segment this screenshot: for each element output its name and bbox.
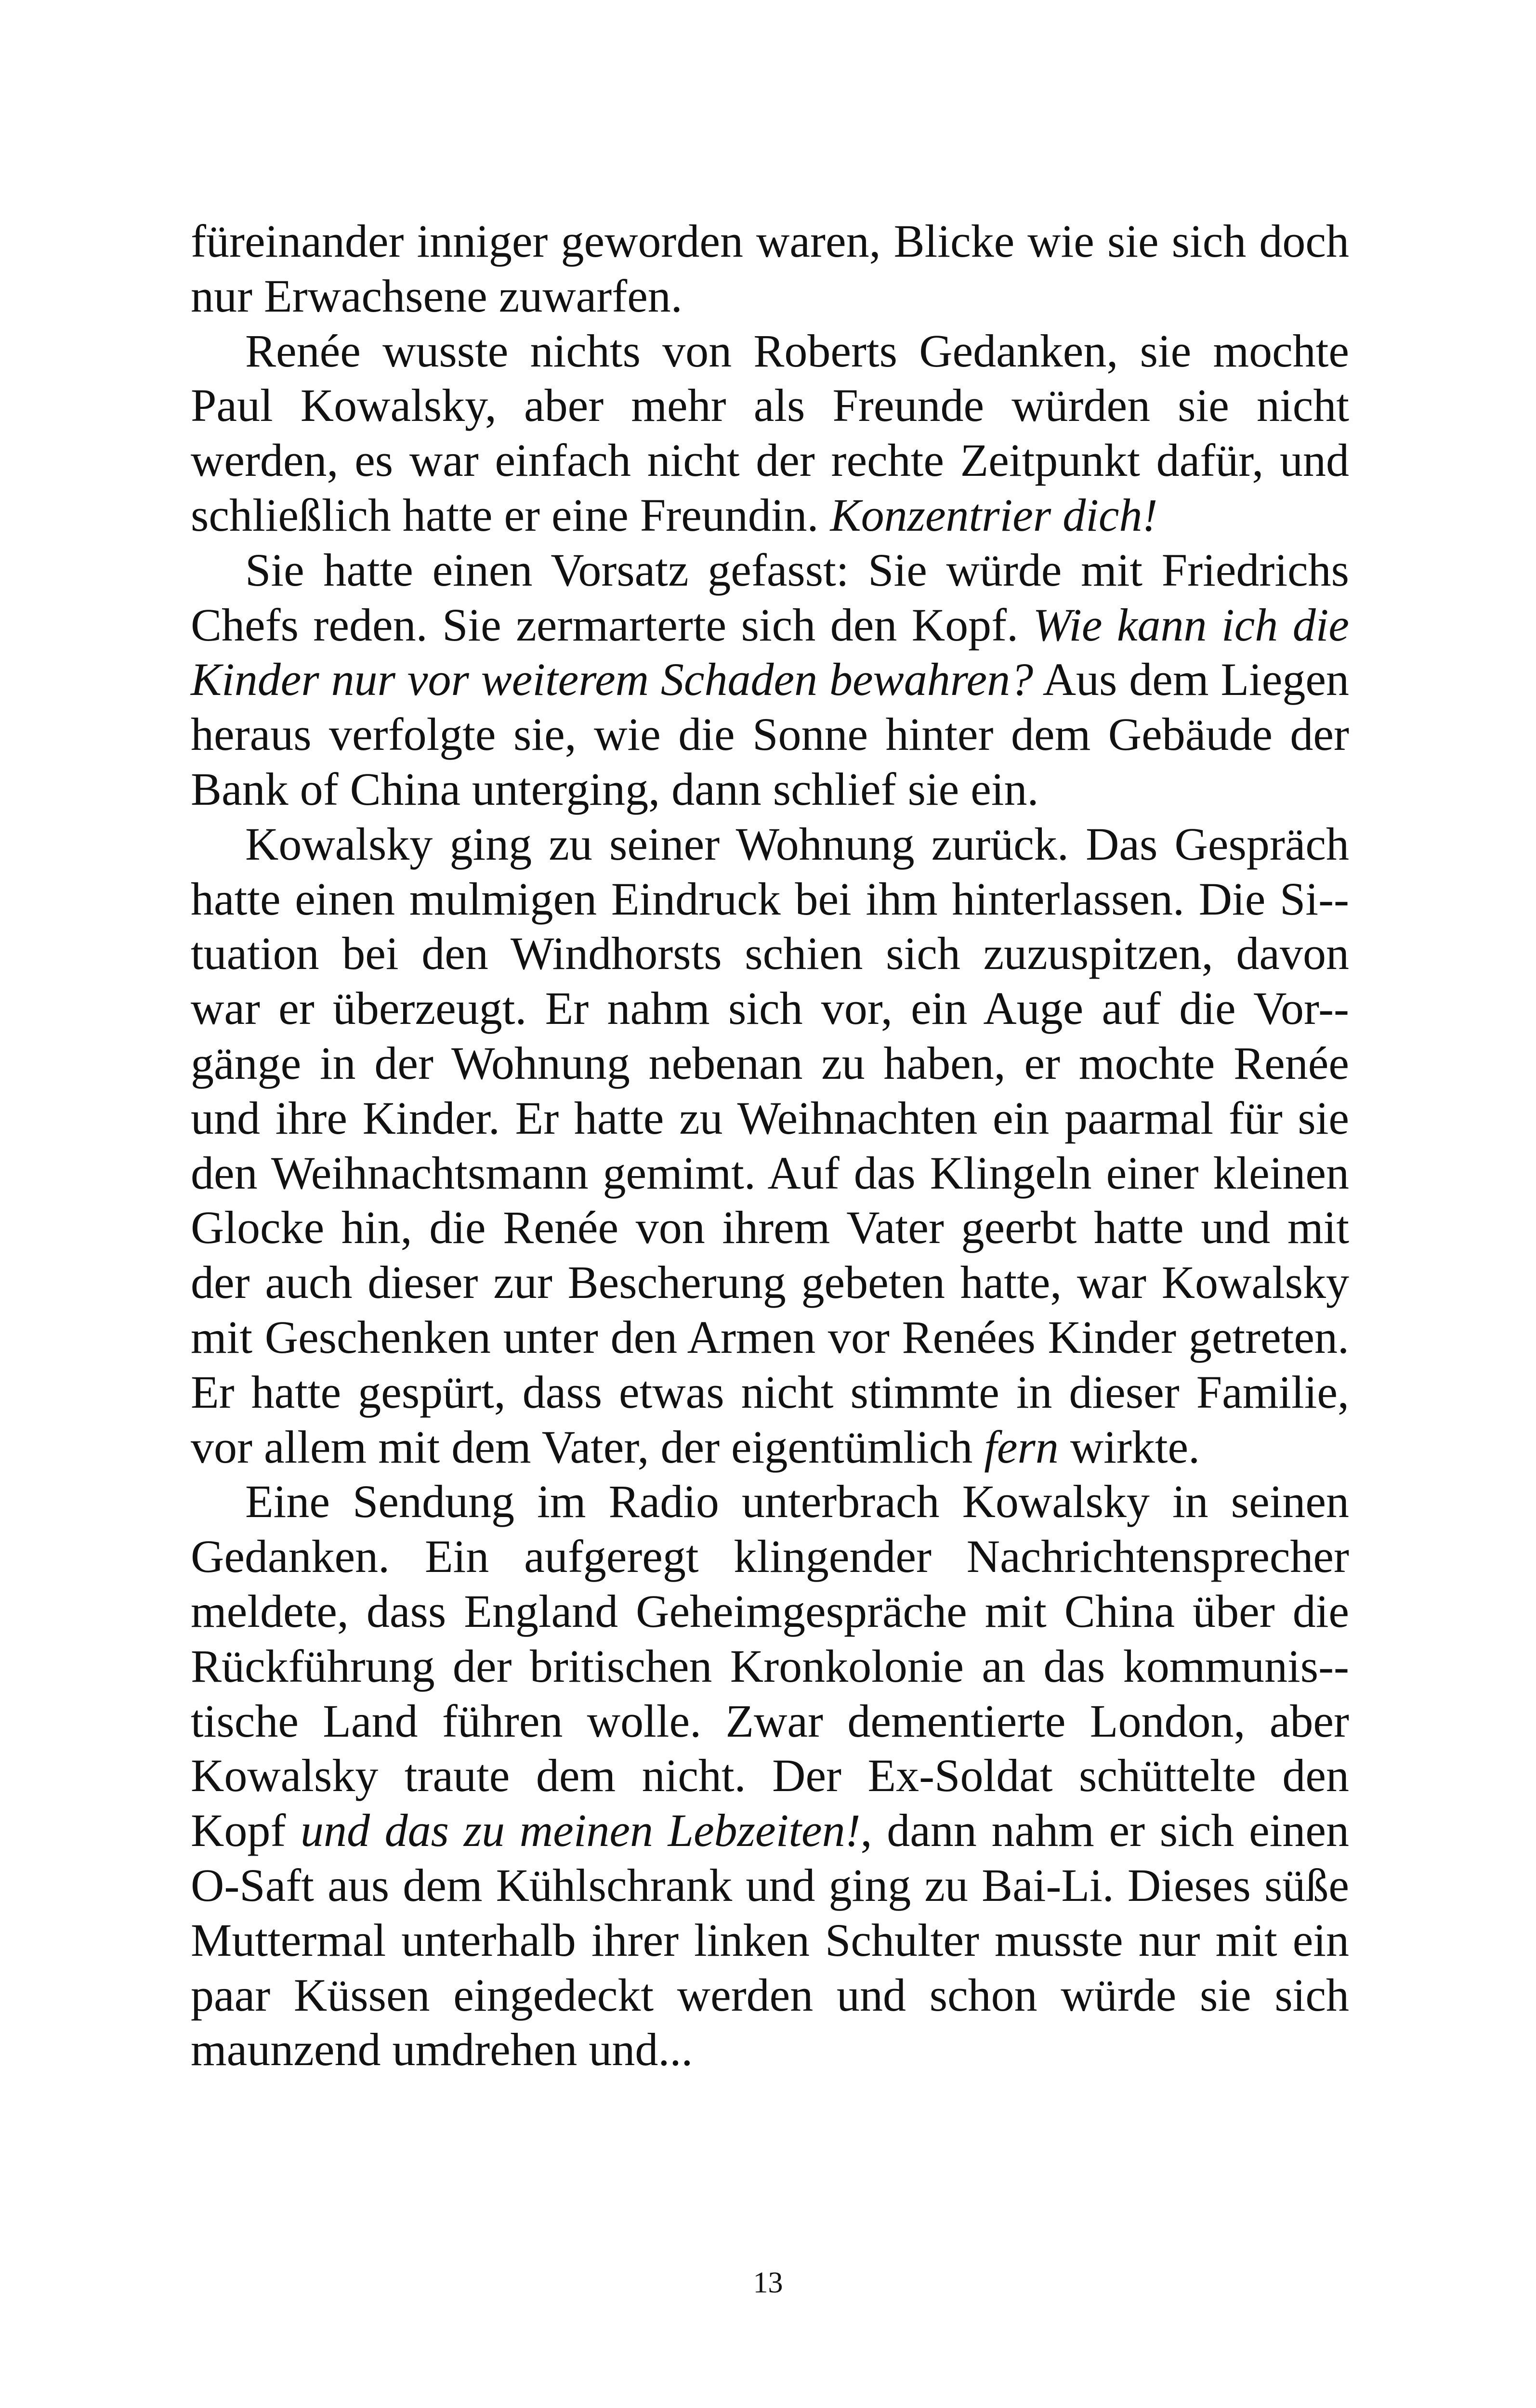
paragraph-3-text-b: Aus dem Liegen heraus verfolgte sie, wie die Sonne hinter dem Gebäude der Bank of China unterging, dann schlief sie ein. <box>191 654 1350 815</box>
paragraph-5-text-a: Eine Sendung im Radio unterbrach Kowalsky in seinen Gedanken. Ein aufgeregt klingender Nachrichtensprecher meldete, dass England Geheimgespräche mit China über die Rückführung der britischen Kronkolonie an das kommunis-tische Land führen wolle. Zwar dementierte London, aber Kowalsky traute dem nicht. Der Ex-Soldat schüttelte den Kopf <box>191 1476 1349 1857</box>
paragraph-5 <box>191 1474 1349 2077</box>
paragraph-4-text-b: wirkte. <box>1058 1421 1200 1473</box>
paragraph-4 <box>191 817 1349 1475</box>
paragraph-2-text: Renée wusste nichts von Roberts Gedanken, sie mochte Paul Kowalsky, aber mehr als Freunde würden sie nicht werden, es war einfach nicht der rechte Zeitpunkt dafür, und schließlich hatte er eine Freundin. <box>191 325 1349 541</box>
paragraph-4-italic: fern <box>984 1421 1059 1473</box>
paragraph-3-text-a: Sie hatte einen Vorsatz gefasst: Sie würde mit Friedrichs Chefs reden. Sie zermarterte sich den Kopf. <box>191 544 1349 651</box>
paragraph-5-text-b: , dann nahm er sich einen O-Saft aus dem Kühlschrank und ging zu Bai-Li. Dieses süße Muttermal unterhalb ihrer linken Schulter musste nur mit ein paar Küssen eingedeckt werden und schon würde sie sich maunzend umdrehen und... <box>191 1805 1349 2076</box>
paragraph-4-text-a: Kowalsky ging zu seiner Wohnung zurück. Das Gespräch hatte einen mulmigen Eindruck bei ihm hinterlassen. Die Si-tuation bei den Windhorsts schien sich zuzuspitzen, davon war er überzeugt. Er nahm sich vor, ein Auge auf die Vor-gänge in der Wohnung nebenan zu haben, er mochte Renée und ihre Kinder. Er hatte zu Weihnachten ein paarmal für sie den Weihnachtsmann gemimt. Auf das Klingeln einer kleinen Glocke hin, die Renée von ihrem Vater geerbt hatte und mit der auch dieser zur Bescherung gebeten hatte, war Kowalsky mit Geschenken unter den Armen vor Renées Kinder getreten. Er hatte gespürt, dass etwas nicht stimmte in dieser Familie, vor allem mit dem Vater, der eigentümlich <box>191 818 1349 1473</box>
paragraph-2 <box>191 324 1349 543</box>
paragraph-3-italic: Wie kann ich die Kinder nur vor weiterem Schaden bewahren? <box>191 599 1349 706</box>
paragraph-2-italic: Konzentrier dich! <box>830 489 1158 541</box>
paragraph-1-text: füreinander inniger geworden waren, Blicke wie sie sich doch nur Erwachsene zuwarfen. <box>191 215 1349 322</box>
paragraph-3 <box>191 543 1349 817</box>
page-number: 13 <box>753 2266 783 2299</box>
paragraph-1 <box>191 214 1349 324</box>
body-text <box>191 214 1349 2077</box>
paragraph-5-italic: und das zu meinen Lebzeiten! <box>300 1805 861 1857</box>
